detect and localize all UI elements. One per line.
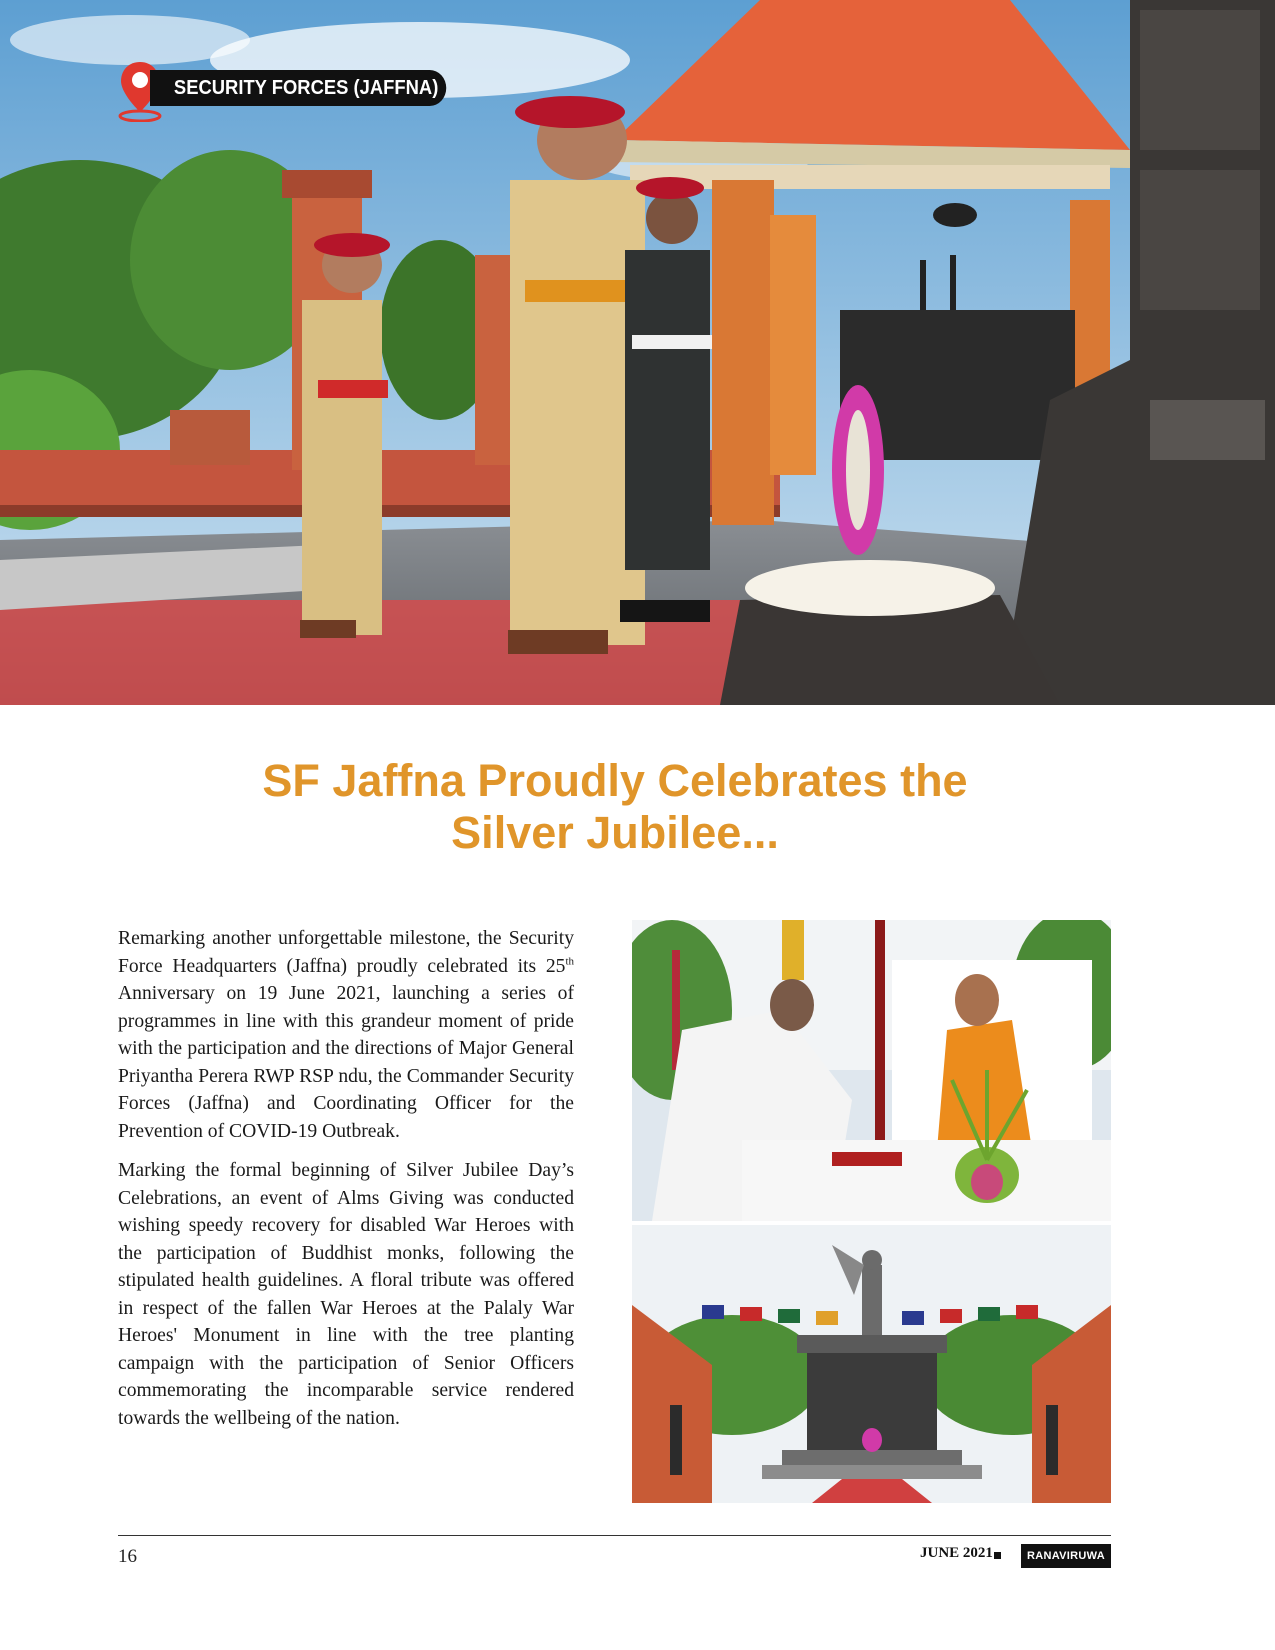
article-body	[118, 925, 574, 1444]
page-number: 16	[118, 1546, 137, 1567]
photo-alms-giving	[632, 920, 1111, 1221]
photo-alms-giving-illustration	[632, 920, 1111, 1221]
hero-photo	[0, 0, 1275, 705]
article-title-line-1: SF Jaffna Proudly Celebrates the	[262, 755, 968, 806]
photo-war-heroes-monument-illustration	[632, 1225, 1111, 1503]
paragraph-1	[118, 925, 574, 1145]
photo-war-heroes-monument	[632, 1225, 1111, 1503]
footer-rule	[118, 1535, 1111, 1536]
section-tag-label: SECURITY FORCES (JAFFNA)	[150, 70, 446, 106]
paragraph-1-text-b: Anniversary on 19 June 2021, launching a series of programmes in line with this grandeur moment of pride with the participation and the directions of Major General Priyantha Perera RWP RSP ndu, the Commander Security Forces (Jaffna) and Coordinating Officer for the Prevention of COVID-19 Outbreak.	[118, 983, 574, 1142]
ordinal-suffix: th	[565, 954, 574, 967]
issue-date: JUNE 2021	[920, 1545, 993, 1561]
magazine-brand: RANAVIRUWA	[1021, 1544, 1111, 1568]
paragraph-2: Marking the formal beginning of Silver Jubilee Day’s Celebrations, an event of Alms Giving was conducted wishing speedy recovery for disabled War Heroes with the participation of Buddhist monks, following the stipulated health guidelines. A floral tribute was offered in respect of the fallen War Heroes at the Palaly War Heroes' Monument in line with the tree planting campaign with the participation of Senior Officers commemorating the incomparable service rendered towards the wellbeing of the nation.	[118, 1160, 574, 1429]
paragraph-1-text-a: Remarking another unforgettable milestone, the Security Force Headquarters (Jaffna) proudly celebrated its 25	[118, 928, 574, 977]
article-title-line-2: Silver Jubilee...	[451, 807, 779, 858]
article-title	[0, 755, 1230, 859]
section-tag	[118, 60, 478, 152]
separator-bullet	[994, 1552, 1001, 1559]
